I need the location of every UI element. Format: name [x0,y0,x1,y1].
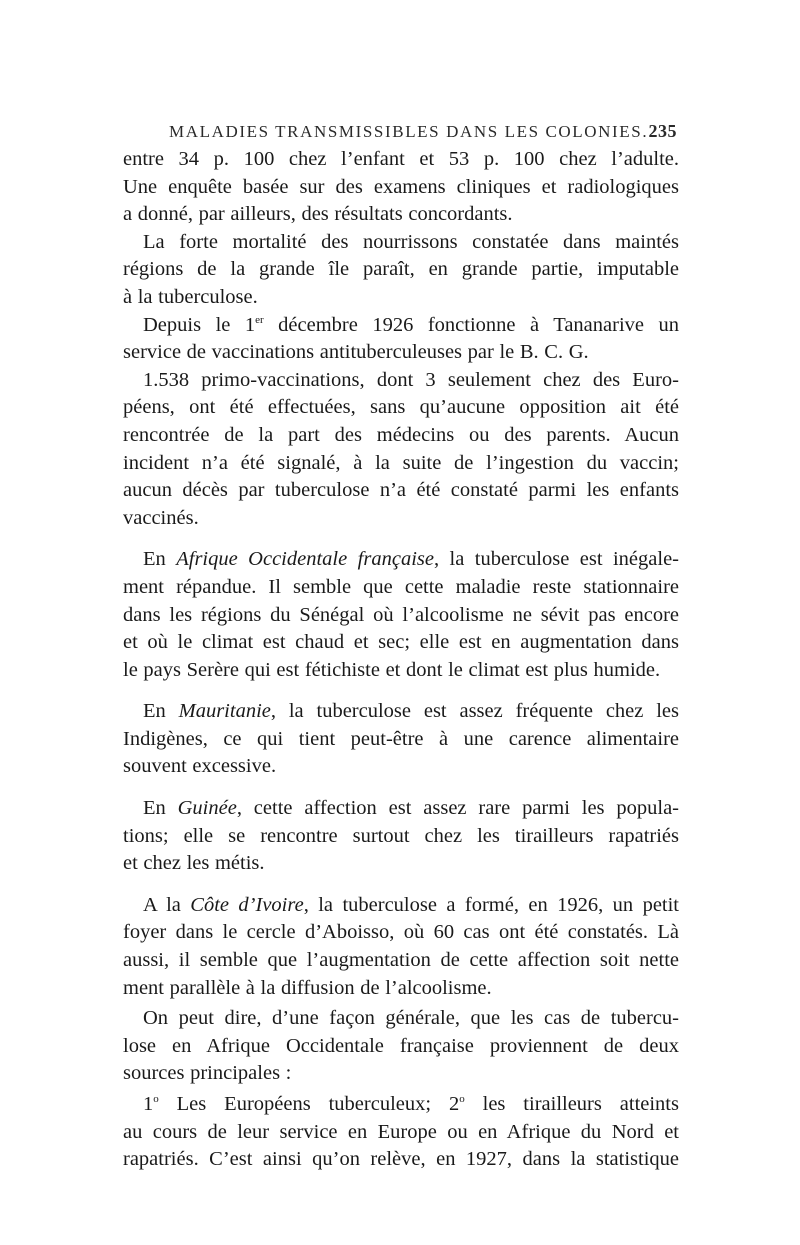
paragraph-afrique-occidentale [123,546,679,684]
text-line: lose en Afrique Occidentale française proviennent de deux [123,1034,679,1057]
text-line: et chez les métis. [123,852,265,875]
text-line: souvent excessive. [123,755,277,778]
text-run: Les Européens tuberculeux; 2 [158,1093,460,1115]
paragraph-gap [123,684,679,698]
text-line: ment parallèle à la diffusion de l’alcoolisme. [123,976,492,999]
text-line: service de vaccinations antituberculeuses par le B. C. G. [123,341,589,364]
running-head-title: MALADIES TRANSMISSIBLES DANS LES COLONIES. [169,122,649,141]
text-line: La forte mortalité des nourrissons constatée dans maintés [143,230,679,253]
text-line: à la tuberculose. [123,285,258,308]
text-line: foyer dans le cercle d’Aboisso, où 60 cas ont été constatés. Là [123,921,679,944]
text-run: , la tuberculose a formé, en 1926, un petit [303,893,680,916]
paragraph-general-sources [123,1005,679,1088]
text-run: A la [143,893,191,916]
book-page [123,118,679,1174]
text-line [123,892,679,920]
text-line: On peut dire, d’une façon générale, que les cas de tubercu- [143,1007,679,1030]
text-line: sources principales : [123,1062,292,1085]
ordinal-superscript: o [459,1093,465,1106]
region-name: Guinée [177,797,237,820]
text-line: régions de la grande île paraît, en grande partie, imputable [123,258,679,281]
text-line: et où le climat est chaud et sec; elle est en augmentation dans [123,631,679,654]
paragraph-cote-ivoire [123,892,679,1002]
paragraph-guinee [123,795,679,878]
region-name: Côte d’Ivoire [190,893,304,916]
text-line: péens, ont été effectuées, sans qu’aucune opposition ait été [123,396,679,419]
text-line: aussi, il semble que l’augmentation de cette affection soit nette [123,949,679,972]
paragraph-mortality [123,229,679,312]
paragraph-gap [123,532,679,546]
text-line: Une enquête basée sur des examens cliniques et radiologiques [123,175,679,198]
text-run: En [143,797,178,820]
paragraph-primo-vaccinations [123,367,679,533]
text-line: ment répandue. Il semble que cette maladie reste stationnaire [123,575,679,598]
text-line: le pays Serère qui est fétichiste et dont le climat est plus humide. [123,658,661,681]
text-line [123,546,679,574]
text-run: Depuis le 1 [143,313,256,336]
ordinal-superscript: er [255,313,264,326]
text-run: décembre 1926 fonctionne à Tananarive un [263,313,679,336]
text-line: entre 34 p. 100 chez l’enfant et 53 p. 100 chez l’adulte. [123,148,679,170]
text-line: Indigènes, ce qui tient peut-être à une carence alimentaire [123,727,679,750]
text-line: incident n’a été signalé, à la suite de l’ingestion du vaccin; [123,451,679,474]
text-line: aucun décès par tuberculose n’a été constaté parmi les enfants [123,479,679,502]
region-name: Mauritanie [178,700,271,723]
text-line: vaccinés. [123,506,199,529]
text-run: 1 [143,1093,154,1115]
text-line: tions; elle se rencontre surtout chez les tirailleurs rapatriés [123,824,679,847]
text-line [123,1091,679,1119]
ordinal-superscript: o [153,1093,159,1106]
text-line [123,795,679,823]
page-number: 235 [648,121,677,141]
text-line: 1.538 primo-vaccinations, dont 3 seulement chez des Euro- [143,368,679,391]
text-run: En [143,548,177,571]
paragraph-bcg-service [123,312,679,367]
region-name: Afrique Occidentale française [176,548,434,571]
text-run: les tirailleurs atteints [464,1093,679,1115]
paragraph-gap [123,781,679,795]
text-line: dans les régions du Sénégal où l’alcoolisme ne sévit pas encore [123,603,679,626]
text-line [123,312,679,340]
text-run: En [143,700,179,723]
text-line: au cours de leur service en Europe ou en Afrique du Nord et [123,1120,679,1143]
text-line: rapatriés. C’est ainsi qu’on relève, en 1927, dans la statistique [123,1148,679,1171]
text-line: rencontrée de la part des médecins ou des parents. Aucun [123,423,679,446]
paragraph-mauritanie [123,698,679,781]
running-head [123,118,679,146]
text-run: , la tuberculose est assez fréquente chez les [270,700,679,723]
text-run: , cette affection est assez rare parmi les popula- [236,797,679,820]
text-run: , la tuberculose est inégale- [433,548,679,571]
paragraph-continuation [123,146,679,229]
text-line [123,698,679,726]
text-line: a donné, par ailleurs, des résultats concordants. [123,203,513,226]
paragraph-enumeration [123,1091,679,1174]
paragraph-gap [123,878,679,892]
